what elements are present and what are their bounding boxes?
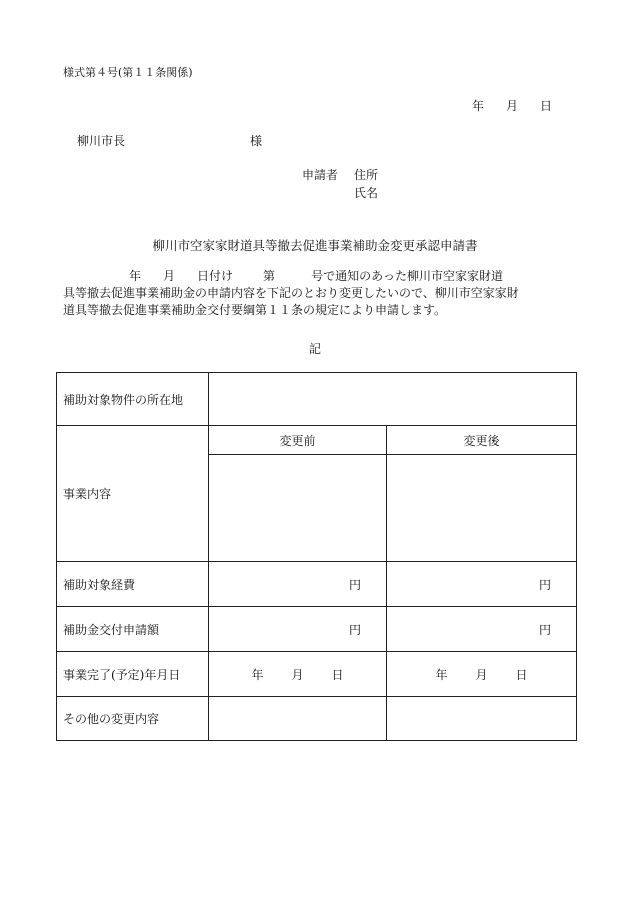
eligible-expenses-after-field[interactable] (387, 562, 577, 607)
eligible-expenses-before-field[interactable] (209, 562, 387, 607)
addressee-name: 柳川市長 (77, 134, 126, 148)
body-day-dated: 日付け (197, 269, 234, 283)
applicant-address-label: 住所 (354, 168, 379, 182)
table-row (57, 607, 577, 652)
body-line-3: 道具等撤去促進事業補助金交付要綱第１１条の規定により申請します。 (63, 303, 447, 317)
form-number: 様式第４号(第１１条関係) (63, 66, 193, 79)
after-change-header: 変更後 (387, 426, 577, 455)
project-content-before-field[interactable] (209, 455, 387, 562)
other-changes-after-field[interactable] (387, 697, 577, 741)
subsidy-amount-label: 補助金交付申請額 (57, 607, 209, 652)
body-dai: 第 (263, 269, 276, 283)
date-year: 年 (435, 667, 448, 682)
date-year: 年 (251, 667, 264, 682)
eligible-expenses-label: 補助対象経費 (57, 562, 209, 607)
yen-unit: 円 (348, 622, 361, 637)
property-location-label: 補助対象物件の所在地 (57, 373, 209, 426)
project-content-label: 事業内容 (57, 426, 209, 562)
other-changes-label: その他の変更内容 (57, 697, 209, 741)
table-row (57, 373, 577, 426)
applicant-label: 申請者 (302, 168, 339, 182)
table-row (57, 652, 577, 697)
document-title: 柳川市空家家財道具等撤去促進事業補助金変更承認申請書 (152, 238, 478, 253)
date-month: 月 (475, 667, 488, 682)
subsidy-amount-before-field[interactable] (209, 607, 387, 652)
ki-heading: 記 (308, 342, 321, 356)
date-day: 日 (539, 99, 552, 113)
applicant-name-label: 氏名 (354, 186, 379, 200)
date-day: 日 (331, 667, 344, 682)
table-row (57, 426, 577, 455)
addressee-honorific: 様 (250, 134, 263, 148)
date-month: 月 (505, 99, 518, 113)
other-changes-before-field[interactable] (209, 697, 387, 741)
body-text-part1: 号で通知のあった柳川市空家家財道 (311, 269, 503, 283)
date-year: 年 (471, 99, 484, 113)
body-line-2: 具等撤去促進事業補助金の申請内容を下記のとおり変更したいので、柳川市空家家財 (63, 286, 519, 300)
table-row (57, 562, 577, 607)
subsidy-amount-after-field[interactable] (387, 607, 577, 652)
body-text (63, 268, 569, 319)
date-day: 日 (515, 667, 528, 682)
date-line (450, 97, 552, 114)
project-content-after-field[interactable] (387, 455, 577, 562)
body-line-1 (63, 268, 569, 285)
application-table (56, 372, 577, 741)
body-year: 年 (129, 269, 142, 283)
property-location-field[interactable] (209, 373, 577, 426)
body-month: 月 (163, 269, 176, 283)
table-row (57, 697, 577, 741)
completion-date-before-field[interactable] (209, 652, 387, 697)
date-month: 月 (291, 667, 304, 682)
yen-unit: 円 (538, 622, 551, 637)
completion-date-label: 事業完了(予定)年月日 (57, 652, 209, 697)
completion-date-after-field[interactable] (387, 652, 577, 697)
before-change-header: 変更前 (209, 426, 387, 455)
yen-unit: 円 (538, 577, 551, 592)
yen-unit: 円 (348, 577, 361, 592)
